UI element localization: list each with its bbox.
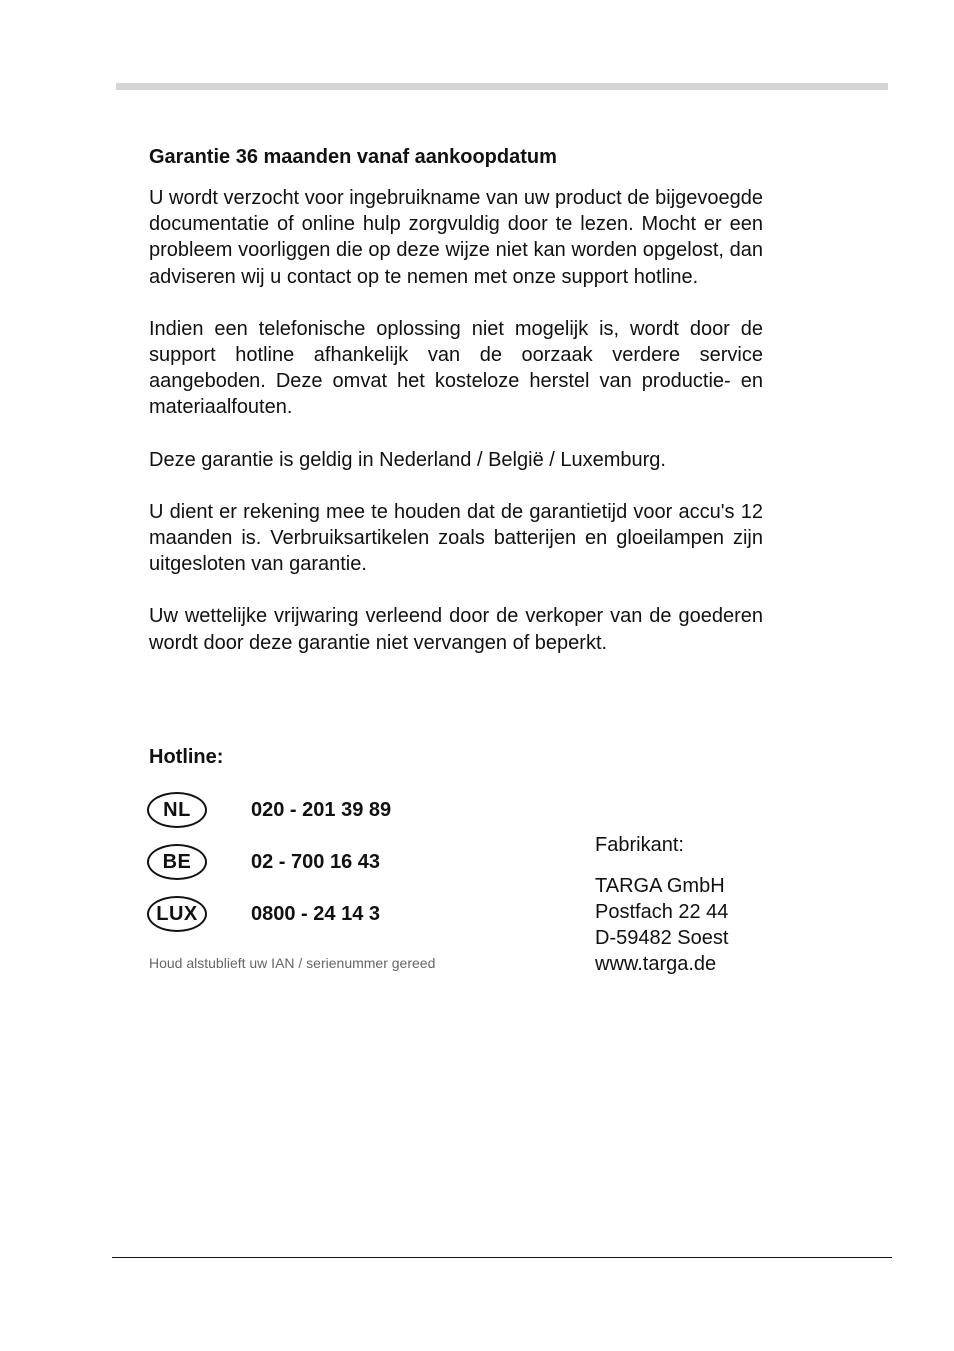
header-rule xyxy=(116,83,888,90)
hotline-row-be xyxy=(147,842,380,882)
warranty-paragraph-service: Indien een telefonische oplossing niet mogelijk is, wordt door de support hotline afhankelijk van de oorzaak verdere service aangeboden. Deze omvat het kosteloze herstel van productie- en materiaalfouten. xyxy=(149,317,763,419)
manufacturer-label: Fabrikant: xyxy=(595,834,684,856)
hotline-phone-lux[interactable]: 0800 - 24 14 3 xyxy=(251,902,380,925)
warranty-paragraph-battery: U dient er rekening mee te houden dat de garantietijd voor accu's 12 maanden is. Verbruiksartikelen zoals batterijen en gloeilampen zijn uitgesloten van garantie. xyxy=(149,500,763,576)
hotline-row-lux xyxy=(147,894,380,934)
warranty-paragraph-legal: Uw wettelijke vrijwaring verleend door de verkoper van de goederen wordt door deze garantie niet vervangen of beperkt. xyxy=(149,605,763,654)
warranty-section xyxy=(149,144,763,682)
manufacturer-name: TARGA GmbH xyxy=(595,875,725,897)
serial-number-note: Houd alstublieft uw IAN / serienummer gereed xyxy=(149,955,436,971)
warranty-paragraph-region: Deze garantie is geldig in Nederland / België / Luxemburg. xyxy=(149,448,666,471)
country-badge-lux: LUX xyxy=(147,896,207,932)
hotline-title: Hotline: xyxy=(149,746,224,768)
hotline-row-nl xyxy=(147,790,392,830)
manufacturer-website-link[interactable]: www.targa.de xyxy=(595,953,717,975)
hotline-phone-be[interactable]: 02 - 700 16 43 xyxy=(251,850,380,873)
warranty-heading: Garantie 36 maanden vanaf aankoopdatum xyxy=(149,146,557,168)
country-badge-be: BE xyxy=(147,844,207,880)
country-badge-nl: NL xyxy=(147,792,207,828)
footer-rule xyxy=(112,1257,892,1258)
manufacturer-block xyxy=(595,832,728,977)
manufacturer-po-box: Postfach 22 44 xyxy=(595,901,729,923)
hotline-phone-nl[interactable]: 020 - 201 39 89 xyxy=(251,798,392,821)
warranty-paragraph-intro: U wordt verzocht voor ingebruikname van uw product de bijgevoegde documentatie of online hulp zorgvuldig door te lezen. Mocht er een probleem voorliggen die op deze wijze niet kan worden opgelost, dan adviseren wij u contact op te nemen met onze support hotline. xyxy=(149,187,763,288)
manufacturer-city: D-59482 Soest xyxy=(595,927,729,949)
